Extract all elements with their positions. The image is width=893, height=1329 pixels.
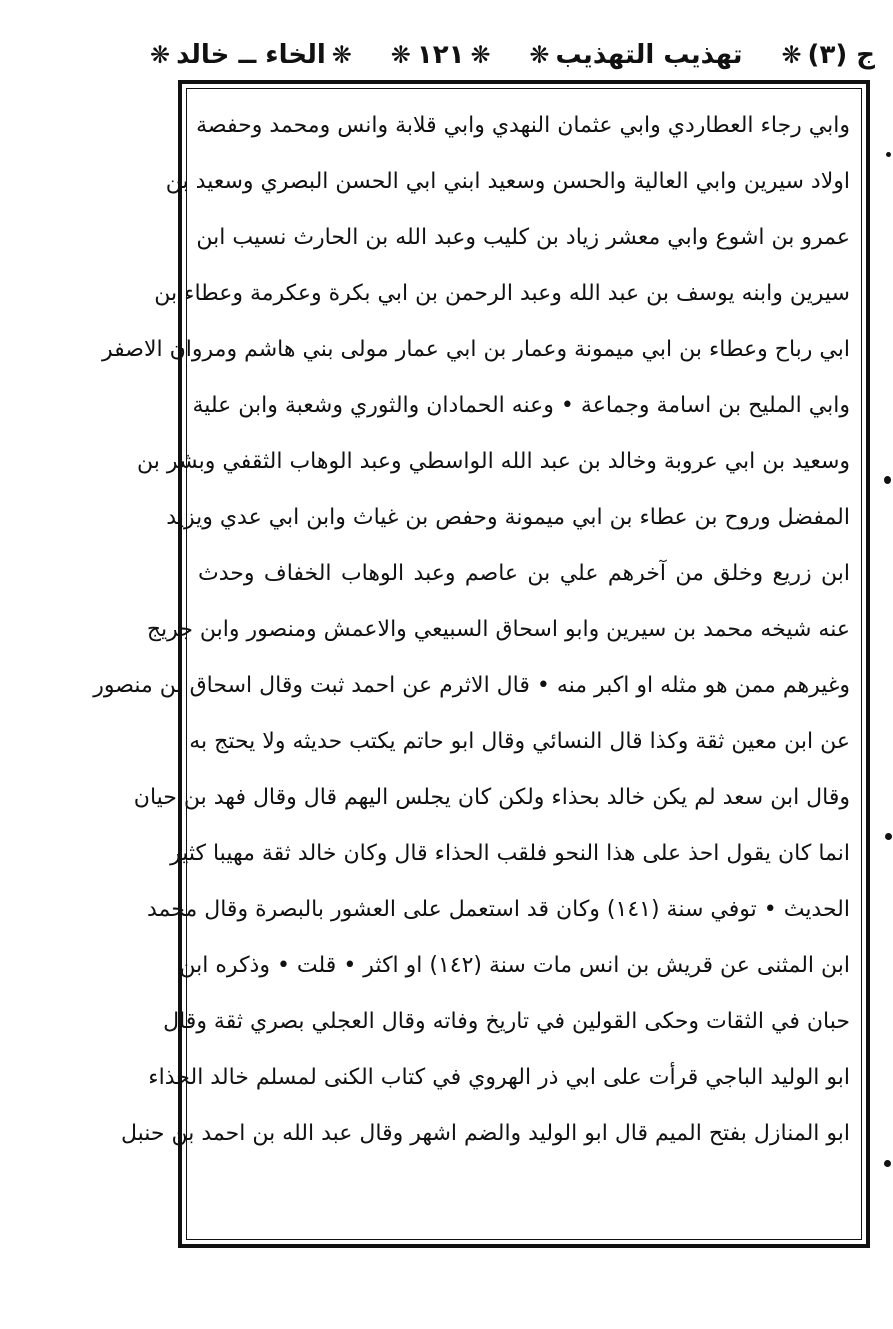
- body-text: [93, 100, 850, 1220]
- text-line: وابي المليح بن اسامة وجماعة • وعنه الحمادان والثوري وشعبة وابن علية: [192, 393, 850, 418]
- header-volume-segment: [781, 40, 875, 70]
- text-line: وسعيد بن ابي عروبة وخالد بن عبد الله الواسطي وعبد الوهاب الثقفي وبشر بن: [137, 449, 850, 474]
- text-line: ابن المثنى عن قريش بن انس مات سنة (١٤٢) او اكثر • قلت • وذكره ابن: [179, 953, 850, 978]
- text-line: انما كان يقول احذ على هذا النحو فلقب الحذاء قال وكان خالد ثقة مهيبا كثير: [170, 841, 850, 866]
- text-line: حبان في الثقات وحكى القولين في تاريخ وفاته وقال العجلي بصري ثقة وقال: [163, 1009, 850, 1034]
- text-line: اولاد سيرين وابي العالية والحسن وسعيد ابني ابي الحسن البصري وسعيد بن: [165, 169, 850, 194]
- volume-number: ج (٣): [807, 40, 875, 70]
- text-line: عنه شيخه محمد بن سيرين وابو اسحاق السبيعي والاعمش ومنصور وابن جريج: [146, 617, 850, 642]
- header-page-segment: [391, 40, 491, 70]
- floral-ornament-icon: ❋: [529, 41, 550, 69]
- section-heading: الخاء ــ خالد: [176, 40, 326, 70]
- scan-speck: [884, 1160, 891, 1167]
- floral-ornament-icon: ❋: [781, 41, 802, 69]
- text-line: المفضل وروح بن عطاء بن ابي ميمونة وحفص بن غياث وابن ابي عدي ويزيد: [166, 505, 850, 530]
- floral-ornament-icon: ❋: [150, 41, 171, 69]
- text-line: عن ابن معين ثقة وكذا قال النسائي وقال ابو حاتم يكتب حديثه ولا يحتج به: [189, 729, 850, 754]
- text-line: ابي رباح وعطاء بن ابي ميمونة وعمار بن ابي عمار مولى بني هاشم ومروان الاصفر: [102, 337, 850, 362]
- page-header: [150, 32, 875, 78]
- text-line: سيرين وابنه يوسف بن عبد الله وعبد الرحمن بن ابي بكرة وعكرمة وعطاء بن: [154, 281, 850, 306]
- text-line: وغيرهم ممن هو مثله او اكبر منه • قال الاثرم عن احمد ثبت وقال اسحاق بن منصور: [93, 673, 850, 698]
- text-line: الحديث • توفي سنة (١٤١) وكان قد استعمل على العشور بالبصرة وقال محمد: [147, 897, 850, 922]
- header-title-segment: [529, 40, 742, 70]
- text-line: ابو المنازل بفتح الميم قال ابو الوليد والضم اشهر وقال عبد الله بن احمد بن حنبل: [120, 1121, 850, 1146]
- header-section-segment: [150, 40, 352, 70]
- text-line: وابي رجاء العطاردي وابي عثمان النهدي وابي قلابة وانس ومحمد وحفصة: [196, 113, 850, 138]
- text-line: عمرو بن اشوع وابي معشر زياد بن كليب وعبد الله بن الحارث نسيب ابن: [196, 225, 850, 250]
- text-line: وقال ابن سعد لم يكن خالد بحذاء ولكن كان يجلس اليهم قال وقال فهد بن حيان: [133, 785, 850, 810]
- text-line: ابو الوليد الباجي قرأت على ابي ذر الهروي في كتاب الكنى لمسلم خالد الحذاء: [148, 1065, 850, 1090]
- book-title: تهذيب التهذيب: [555, 40, 743, 70]
- scan-speck: [884, 476, 891, 484]
- text-line: ابن زريع وخلق من آخرهم علي بن عاصم وعبد الوهاب الخفاف وحدث: [198, 561, 850, 586]
- floral-ornament-icon: ❋: [331, 41, 352, 69]
- scan-speck: [886, 152, 891, 157]
- scan-speck: [885, 833, 892, 840]
- page-number: ١٢١: [416, 40, 465, 70]
- floral-ornament-icon: ❋: [390, 41, 411, 69]
- floral-ornament-icon: ❋: [470, 41, 491, 69]
